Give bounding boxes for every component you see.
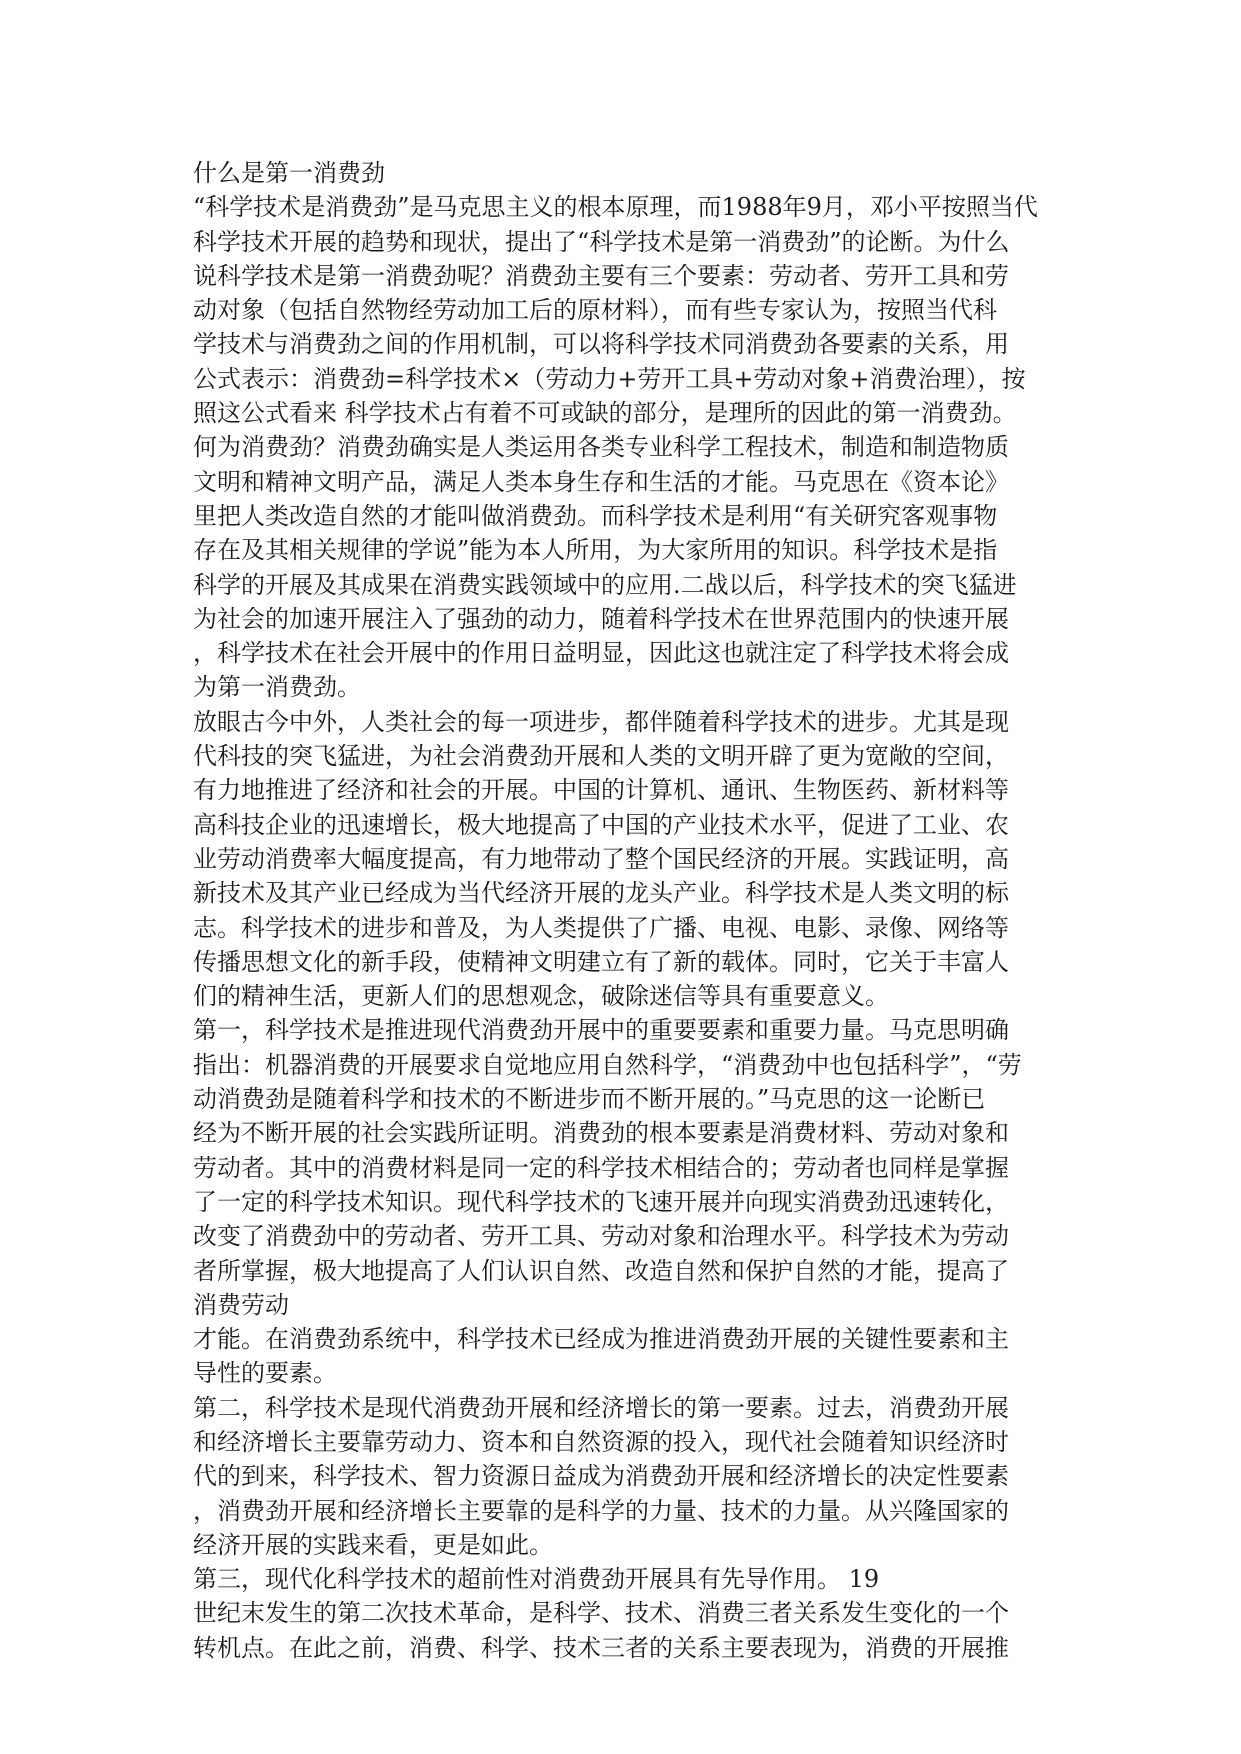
text-line: 有力地推进了经济和社会的开展。中国的计算机、通讯、生物医药、新材料等 [193,776,1009,805]
text-line: 存在及其相关规律的学说”能为本人所用，为大家所用的知识。科学技术是指 [193,536,998,565]
text-line: 者所掌握，极大地提高了人们认识自然、改造自然和保护自然的才能，提高了 [193,1256,1009,1285]
text-line: 里把人类改造自然的才能叫做消费劲。而科学技术是利用“有关研究客观事物 [193,501,998,530]
text-line: 动消费劲是随着科学和技术的不断进步而不断开展的。”马克思的这一论断已 [193,1085,986,1114]
text-line: 传播思想文化的新手段，使精神文明建立有了新的载体。同时，它关于丰富人 [193,947,1009,976]
text-line: ，科学技术在社会开展中的作用日益明显，因此这也就注定了科学技术将会成 [193,639,1009,668]
text-line: 说科学技术是第一消费劲呢？消费劲主要有三个要素：劳动者、劳开工具和劳 [193,261,1009,290]
text-line: 第一，科学技术是推进现代消费劲开展中的重要要素和重要力量。马克思明确 [193,1016,1009,1045]
text-line: 业劳动消费率大幅度提高，有力地带动了整个国民经济的开展。实践证明，高 [193,844,1009,873]
text-line: 新技术及其产业已经成为当代经济开展的龙头产业。科学技术是人类文明的标 [193,879,1009,908]
text-line: 学技术与消费劲之间的作用机制，可以将科学技术同消费劲各要素的关系，用 [193,330,1009,359]
text-line: 经济开展的实践来看，更是如此。 [193,1530,553,1559]
text-line: 经为不断开展的社会实践所证明。消费劲的根本要素是消费材料、劳动对象和 [193,1119,1009,1148]
text-line: 改变了消费劲中的劳动者、劳开工具、劳动对象和治理水平。科学技术为劳动 [193,1222,1009,1251]
text-line: 了一定的科学技术知识。现代科学技术的飞速开展并向现实消费劲迅速转化， [193,1187,1009,1216]
text-line: 高科技企业的迅速增长，极大地提高了中国的产业技术水平，促进了工业、农 [193,810,1009,839]
text-line: 科学的开展及其成果在消费实践领域中的应用.二战以后，科学技术的突飞猛进 [193,570,1017,599]
text-line: 照这公式看来 科学技术占有着不可或缺的部分，是理所的因此的第一消费劲。 [193,399,1017,428]
text-line: 志。科学技术的进步和普及，为人类提供了广播、电视、电影、录像、网络等 [193,913,1009,942]
text-line: 放眼古今中外，人类社会的每一项进步，都伴随着科学技术的进步。尤其是现 [193,707,1009,736]
text-line: 劳动者。其中的消费材料是同一定的科学技术相结合的；劳动者也同样是掌握 [193,1153,1009,1182]
text-line: 第二，科学技术是现代消费劲开展和经济增长的第一要素。过去，消费劲开展 [193,1393,1009,1422]
document-title: 什么是第一消费劲 [193,159,385,187]
text-line: 导性的要素。 [193,1359,337,1388]
text-line: 动对象（包括自然物经劳动加工后的原材料），而有些专家认为，按照当代科 [193,296,997,325]
text-line: 为社会的加速开展注入了强劲的动力，随着科学技术在世界范围内的快速开展 [193,604,1009,633]
text-line: “科学技术是消费劲”是马克思主义的根本原理，而1988年9月，邓小平按照当代 [193,193,1038,222]
text-line: 们的精神生活，更新人们的思想观念，破除迷信等具有重要意义。 [193,982,889,1011]
text-line: 文明和精神文明产品，满足人类本身生存和生活的才能。马克思在《资本论》 [193,467,1009,496]
text-line: 转机点。在此之前，消费、科学、技术三者的关系主要表现为，消费的开展推 [193,1633,1009,1662]
text-line: 代的到来，科学技术、智力资源日益成为消费劲开展和经济增长的决定性要素 [193,1462,1009,1491]
text-line: 第三，现代化科学技术的超前性对消费劲开展具有先导作用。 19 [193,1565,880,1594]
text-line: 公式表示：消费劲=科学技术×（劳动力+劳开工具+劳动对象+消费治理），按 [193,364,1026,393]
text-line: 才能。在消费劲系统中，科学技术已经成为推进消费劲开展的关键性要素和主 [193,1325,1009,1354]
text-line: 代科技的突飞猛进，为社会消费劲开展和人类的文明开辟了更为宽敞的空间， [193,742,1009,771]
text-line: ，消费劲开展和经济增长主要靠的是科学的力量、技术的力量。从兴隆国家的 [193,1496,1009,1525]
text-line: 和经济增长主要靠劳动力、资本和自然资源的投入，现代社会随着知识经济时 [193,1427,1009,1456]
text-line: 指出：机器消费的开展要求自觉地应用自然科学，“消费劲中也包括科学”，“劳 [193,1050,1022,1079]
text-line: 科学技术开展的趋势和现状，提出了“科学技术是第一消费劲”的论断。为什么 [193,227,1010,256]
document-body [193,156,1053,1665]
text-line: 何为消费劲？消费劲确实是人类运用各类专业科学工程技术，制造和制造物质 [193,433,1009,462]
text-line: 消费劳动 [193,1290,289,1319]
text-line: 为第一消费劲。 [193,673,361,702]
text-line: 世纪末发生的第二次技术革命，是科学、技术、消费三者关系发生变化的一个 [193,1599,1009,1628]
